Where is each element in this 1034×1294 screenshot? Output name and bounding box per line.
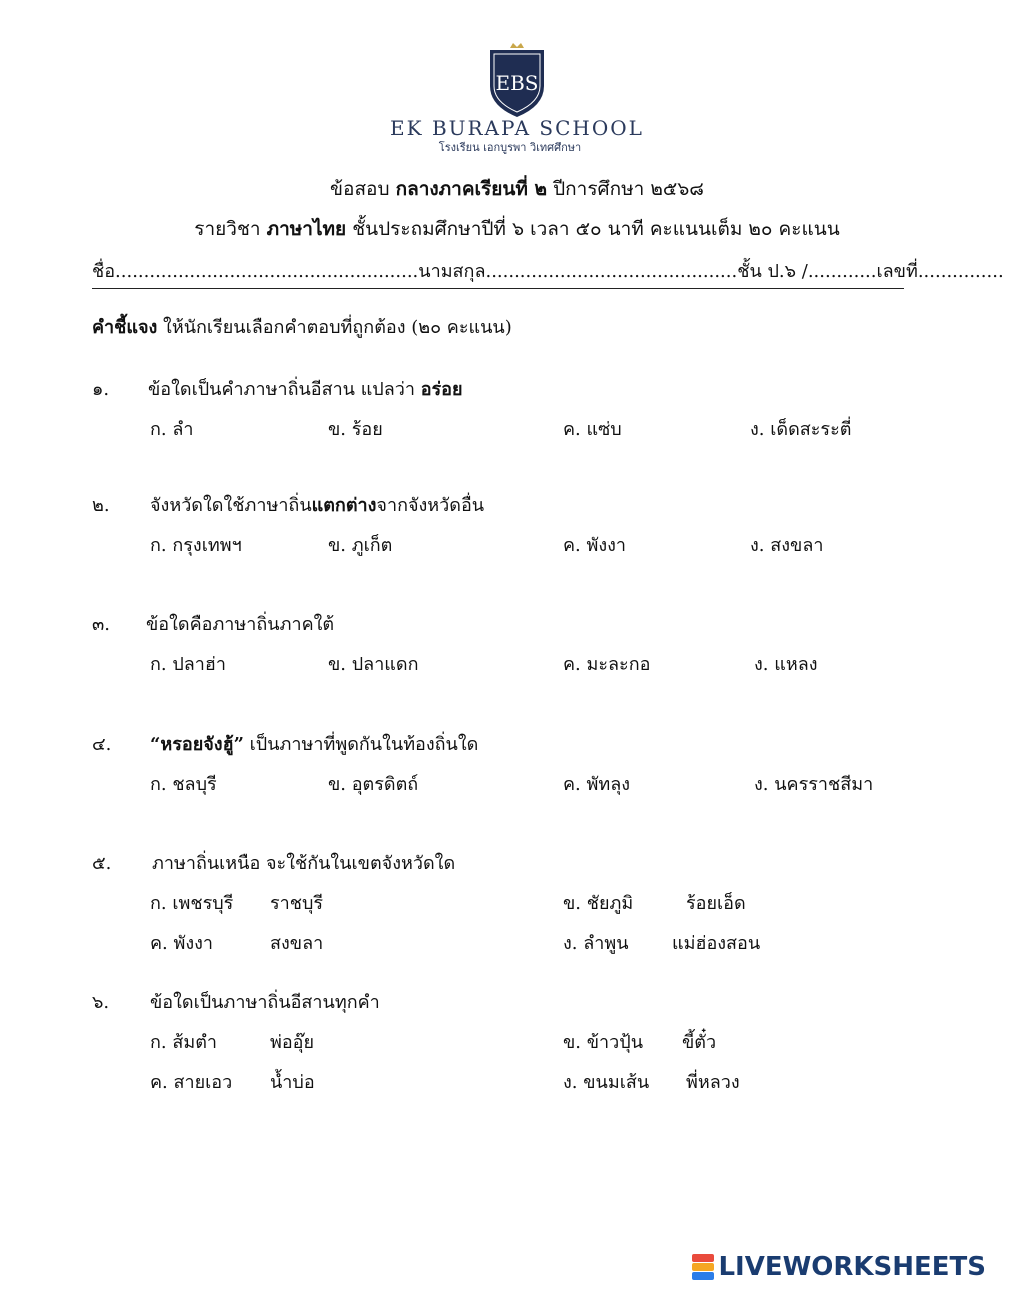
option-c[interactable]: ค. พัทลุง: [563, 774, 631, 795]
option-b-word2: ร้อยเอ็ด: [686, 893, 746, 914]
option-c[interactable]: ค. มะละกอ: [563, 654, 651, 675]
header-divider: [92, 288, 904, 289]
question-text: ภาษาถิ่นเหนือ จะใช้กันในเขตจังหวัดใด: [152, 853, 456, 874]
option-b[interactable]: ข. ภูเก็ต: [328, 535, 393, 556]
option-b[interactable]: ข. ปลาแดก: [328, 654, 419, 675]
option-c-word2: น้ำบ่อ: [270, 1072, 315, 1093]
option-a[interactable]: ก. เพชรบุรี: [150, 893, 234, 914]
option-c[interactable]: ค. พังงา: [150, 933, 214, 954]
option-a[interactable]: ก. กรุงเทพฯ: [150, 535, 242, 556]
option-b-word2: ขี้ตั๋ว: [682, 1032, 717, 1053]
option-a[interactable]: ก. ลำ: [150, 419, 194, 440]
option-d[interactable]: ง. เด็ดสะระตี่: [750, 419, 852, 440]
question-number: ๔.: [92, 734, 112, 755]
question-number: ๖.: [92, 992, 110, 1013]
option-c[interactable]: ค. แซ่บ: [563, 419, 622, 440]
logo-letters: EBS: [495, 71, 539, 95]
option-c[interactable]: ค. สายเอว: [150, 1072, 233, 1093]
exam-subtitle: รายวิชา ภาษาไทย ชั้นประถมศึกษาปีที่ ๖ เวลา ๕๐ นาที คะแนนเต็ม ๒๐ คะแนน: [194, 218, 840, 240]
question-number: ๑.: [92, 379, 110, 400]
question-number: ๓.: [92, 614, 111, 635]
option-a-word2: ราชบุรี: [270, 893, 324, 914]
option-d[interactable]: ง. ลำพูน: [563, 933, 629, 954]
option-a[interactable]: ก. ชลบุรี: [150, 774, 217, 795]
question-number: ๕.: [92, 853, 112, 874]
option-a[interactable]: ก. ปลาฮ่า: [150, 654, 226, 675]
option-d-word2: พี่หลวง: [686, 1072, 740, 1093]
question-text: จังหวัดใดใช้ภาษาถิ่นแตกต่างจากจังหวัดอื่น: [150, 495, 485, 516]
school-name: EK BURAPA SCHOOL: [390, 116, 644, 140]
option-b[interactable]: ข. อุตรดิตถ์: [328, 774, 419, 795]
option-d[interactable]: ง. สงขลา: [750, 535, 824, 556]
option-a-word2: พ่ออุ๊ย: [270, 1032, 315, 1053]
question-text: ข้อใดเป็นคำภาษาถิ่นอีสาน แปลว่า อร่อย: [148, 379, 463, 400]
option-c[interactable]: ค. พังงา: [563, 535, 627, 556]
option-c-word2: สงขลา: [270, 933, 324, 954]
option-d[interactable]: ง. นครราชสีมา: [754, 774, 874, 795]
instructions: คำชี้แจง ให้นักเรียนเลือกคำตอบที่ถูกต้อง (๒๐ คะแนน): [92, 317, 512, 338]
liveworksheets-watermark: [692, 1252, 986, 1282]
school-subtitle: โรงเรียน เอกบูรพา วิเทศศึกษา: [438, 141, 582, 154]
option-d[interactable]: ง. แหลง: [754, 654, 818, 675]
question-text: “หรอยจังฮู้” เป็นภาษาที่พูดกันในท้องถิ่นใด: [150, 734, 479, 755]
student-info-line: ชื่อ.....................................................นามสกุล............................................ชั้น ป.๖ /............เลขที่...............: [92, 261, 1004, 282]
option-b[interactable]: ข. ชัยภูมิ: [563, 893, 634, 914]
option-d-word2: แม่ฮ่องสอน: [672, 933, 761, 954]
liveworksheets-text: LIVEWORKSHEETS: [718, 1252, 986, 1282]
option-a[interactable]: ก. ส้มตำ: [150, 1032, 217, 1053]
option-b[interactable]: ข. ข้าวปุ้น: [563, 1032, 643, 1053]
question-text: ข้อใดเป็นภาษาถิ่นอีสานทุกคำ: [150, 992, 380, 1013]
question-text: ข้อใดคือภาษาถิ่นภาคใต้: [146, 614, 335, 635]
option-b[interactable]: ข. ร้อย: [328, 419, 383, 440]
option-d[interactable]: ง. ขนมเส้น: [563, 1072, 650, 1093]
school-logo: [486, 42, 548, 118]
question-number: ๒.: [92, 495, 110, 516]
liveworksheets-badge-icon: [692, 1254, 714, 1280]
exam-title: ข้อสอบ กลางภาคเรียนที่ ๒ ปีการศึกษา ๒๕๖๘: [330, 178, 704, 200]
